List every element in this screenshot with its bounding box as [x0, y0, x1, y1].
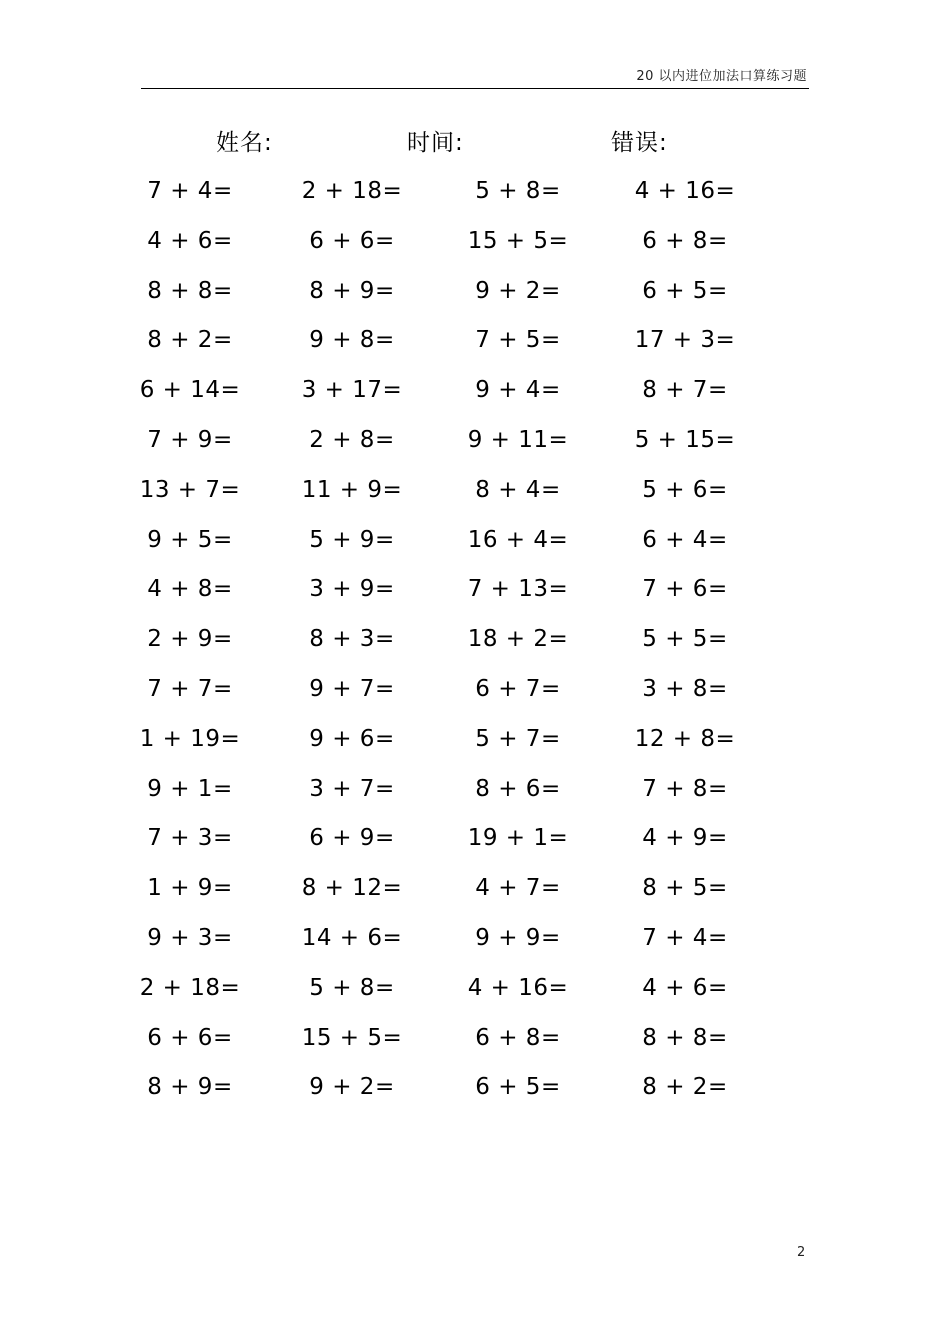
- addition-problem: 2 + 18=: [301, 178, 403, 204]
- addition-problem: 9 + 1=: [147, 775, 233, 802]
- addition-problem: 4 + 7=: [475, 875, 561, 902]
- problem-row: [0, 568, 950, 618]
- problem-row: [0, 319, 950, 369]
- addition-problem: 4 + 6=: [642, 974, 728, 1001]
- addition-problem: 19 + 1=: [467, 825, 569, 852]
- addition-problem: 7 + 4=: [642, 924, 728, 951]
- addition-problem: 6 + 7=: [475, 675, 561, 702]
- addition-problem: 3 + 8=: [642, 675, 728, 702]
- problem-row: [0, 618, 950, 668]
- addition-problem: 9 + 9=: [475, 924, 561, 951]
- addition-problem: 8 + 2=: [147, 327, 233, 354]
- problem-row: [0, 718, 950, 768]
- page-number: 2: [797, 1245, 806, 1260]
- problem-row: [0, 967, 950, 1017]
- addition-problem: 9 + 2=: [475, 277, 561, 304]
- addition-problem: 6 + 4=: [642, 526, 728, 553]
- addition-problem: 7 + 3=: [147, 825, 233, 852]
- addition-problem: 8 + 6=: [475, 775, 561, 802]
- problem-row: [0, 170, 950, 220]
- addition-problem: 1 + 9=: [147, 875, 233, 902]
- problem-row: [0, 867, 950, 917]
- addition-problem: 5 + 8=: [475, 178, 561, 204]
- addition-problem: 11 + 9=: [301, 476, 403, 503]
- addition-problem: 6 + 9=: [309, 825, 395, 852]
- problem-row: [0, 469, 950, 519]
- addition-problem: 3 + 9=: [309, 576, 395, 603]
- problem-row: [0, 817, 950, 867]
- addition-problem: 8 + 5=: [642, 875, 728, 902]
- addition-problem: 7 + 4=: [147, 178, 233, 204]
- addition-problem: 4 + 9=: [642, 825, 728, 852]
- addition-problem: 6 + 8=: [475, 1024, 561, 1051]
- addition-problem: 8 + 2=: [642, 1074, 728, 1101]
- addition-problem: 5 + 9=: [309, 526, 395, 553]
- addition-problem: 5 + 15=: [634, 426, 736, 453]
- name-field-label: 姓名:: [216, 130, 273, 156]
- problem-row: [0, 1017, 950, 1067]
- problem-row: [0, 1066, 950, 1116]
- addition-problem: 2 + 9=: [147, 626, 233, 653]
- addition-problem: 1 + 19=: [139, 725, 241, 752]
- addition-problem: 8 + 3=: [309, 626, 395, 653]
- addition-problem: 4 + 6=: [147, 227, 233, 254]
- problem-row: [0, 369, 950, 419]
- addition-problem: 5 + 5=: [642, 626, 728, 653]
- addition-problem: 6 + 5=: [475, 1074, 561, 1101]
- addition-problem: 9 + 7=: [309, 675, 395, 702]
- time-field-label: 时间:: [407, 130, 464, 156]
- addition-problem: 18 + 2=: [467, 626, 569, 653]
- addition-problem: 8 + 9=: [147, 1074, 233, 1101]
- addition-problem: 4 + 8=: [147, 576, 233, 603]
- addition-problem: 7 + 6=: [642, 576, 728, 603]
- addition-problem: 5 + 6=: [642, 476, 728, 503]
- page-header-title: 20 以内进位加法口算练习题: [636, 69, 807, 84]
- addition-problem: 6 + 5=: [642, 277, 728, 304]
- problem-row: [0, 270, 950, 320]
- addition-problem: 7 + 7=: [147, 675, 233, 702]
- problem-row: [0, 668, 950, 718]
- addition-problem: 9 + 5=: [147, 526, 233, 553]
- addition-problem: 9 + 2=: [309, 1074, 395, 1101]
- addition-problem: 4 + 16=: [634, 178, 736, 204]
- addition-problem: 6 + 6=: [147, 1024, 233, 1051]
- addition-problem: 15 + 5=: [467, 227, 569, 254]
- addition-problem: 8 + 8=: [147, 277, 233, 304]
- addition-problem: 6 + 6=: [309, 227, 395, 254]
- addition-problem: 8 + 12=: [301, 875, 403, 902]
- problem-grid: [0, 170, 950, 1116]
- addition-problem: 8 + 4=: [475, 476, 561, 503]
- addition-problem: 9 + 3=: [147, 924, 233, 951]
- addition-problem: 5 + 8=: [309, 974, 395, 1001]
- addition-problem: 17 + 3=: [634, 327, 736, 354]
- problem-row: [0, 220, 950, 270]
- problem-row: [0, 419, 950, 469]
- addition-problem: 4 + 16=: [467, 974, 569, 1001]
- addition-problem: 7 + 13=: [467, 576, 569, 603]
- header-divider: [141, 88, 809, 89]
- addition-problem: 9 + 6=: [309, 725, 395, 752]
- problem-row: [0, 519, 950, 569]
- addition-problem: 9 + 11=: [467, 426, 569, 453]
- addition-problem: 3 + 7=: [309, 775, 395, 802]
- addition-problem: 2 + 18=: [139, 974, 241, 1001]
- addition-problem: 8 + 8=: [642, 1024, 728, 1051]
- addition-problem: 15 + 5=: [301, 1024, 403, 1051]
- addition-problem: 7 + 8=: [642, 775, 728, 802]
- addition-problem: 6 + 8=: [642, 227, 728, 254]
- addition-problem: 8 + 7=: [642, 377, 728, 404]
- addition-problem: 2 + 8=: [309, 426, 395, 453]
- addition-problem: 5 + 7=: [475, 725, 561, 752]
- addition-problem: 8 + 9=: [309, 277, 395, 304]
- addition-problem: 13 + 7=: [139, 476, 241, 503]
- addition-problem: 16 + 4=: [467, 526, 569, 553]
- addition-problem: 3 + 17=: [301, 377, 403, 404]
- addition-problem: 14 + 6=: [301, 924, 403, 951]
- problem-row: [0, 768, 950, 818]
- addition-problem: 7 + 5=: [475, 327, 561, 354]
- addition-problem: 12 + 8=: [634, 725, 736, 752]
- addition-problem: 6 + 14=: [139, 377, 241, 404]
- addition-problem: 9 + 4=: [475, 377, 561, 404]
- errors-field-label: 错误:: [611, 130, 668, 156]
- problem-row: [0, 917, 950, 967]
- addition-problem: 9 + 8=: [309, 327, 395, 354]
- addition-problem: 7 + 9=: [147, 426, 233, 453]
